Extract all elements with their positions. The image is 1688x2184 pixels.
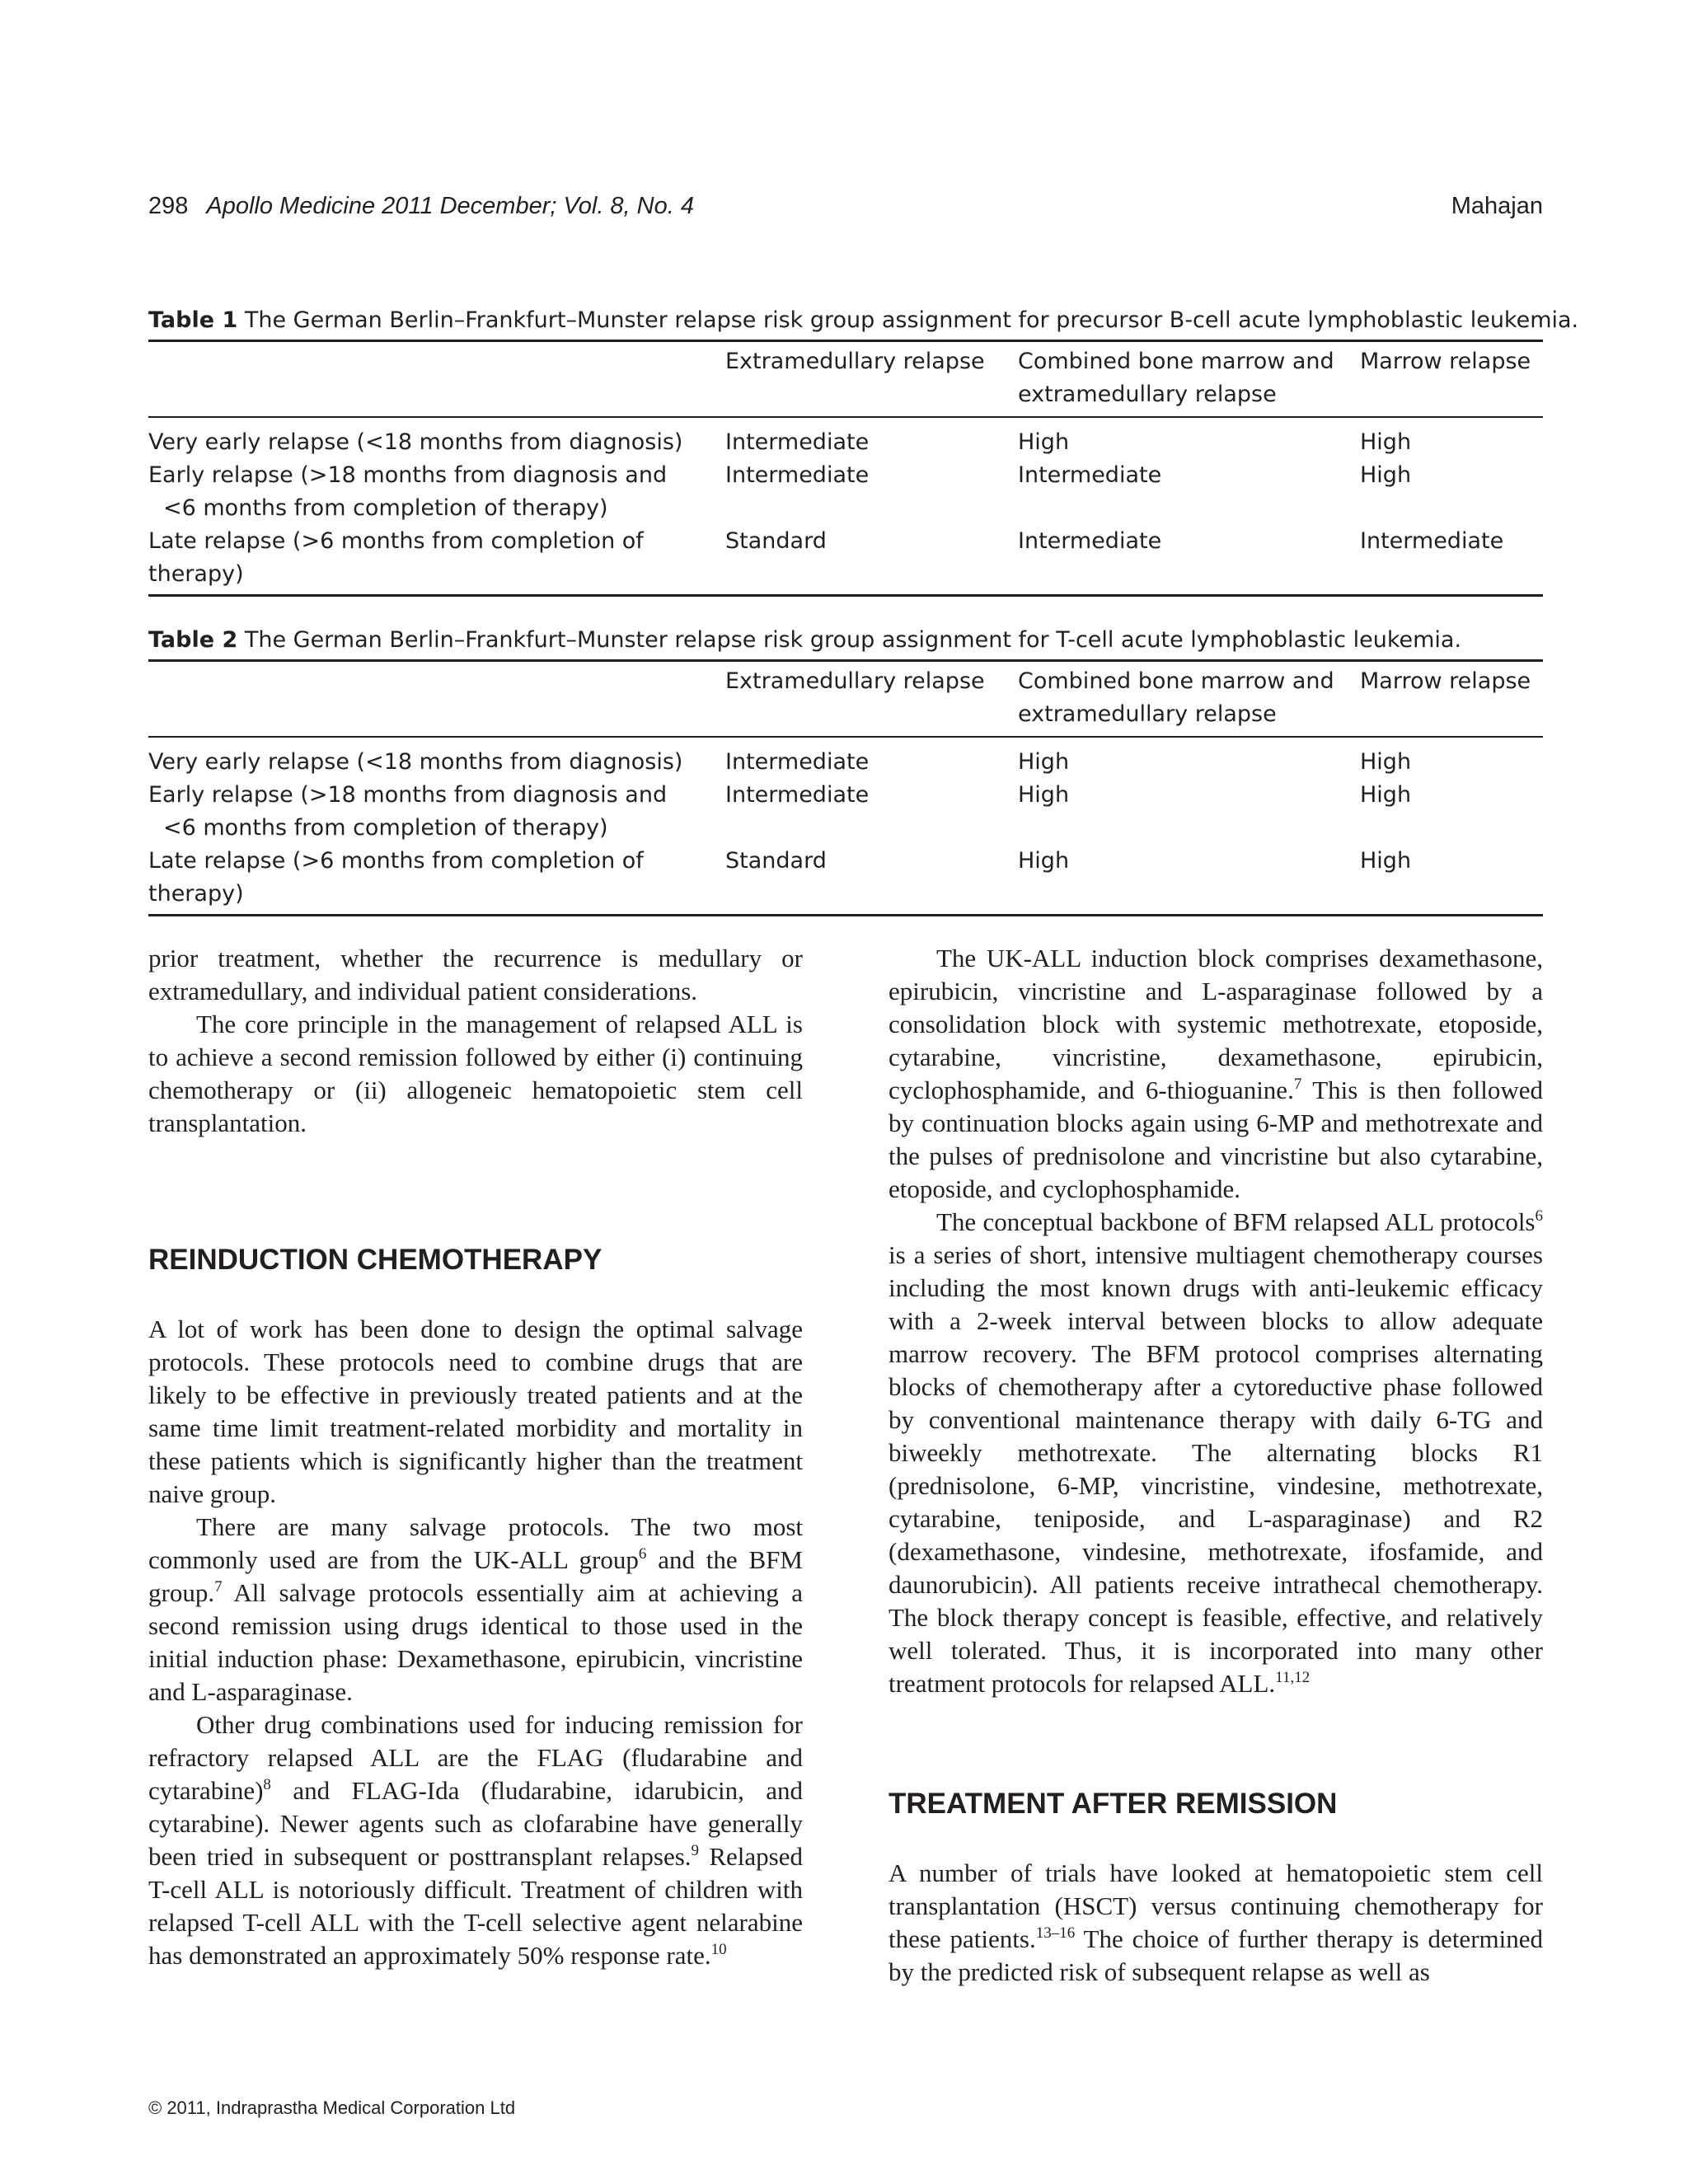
table-cell: [1360, 812, 1543, 845]
table-cell: [148, 812, 725, 845]
table-row: [148, 845, 1543, 916]
text-run: There are many salvage protocols. The two most commonly used are from the UK-ALL group: [148, 1512, 803, 1574]
table-cell: [148, 492, 725, 525]
text-run: The UK-ALL induction block comprises dexamethasone, epirubicin, vincristine and L-asparaginase followed by a consolidation block with systemic methotrexate, etoposide, cytarabine, vincristine, dexamethasone, epirubicin, cyclophosphamide, and 6-thioguanine.: [889, 944, 1543, 1104]
text-run: All salvage protocols essentially aim at achieving a second remission using drugs identical to those used in the initial induction phase: Dexamethasone, epirubicin, vincristine and L-asparaginase.: [148, 1578, 803, 1706]
text-run: is a series of short, intensive multiagent chemotherapy courses including the most known drugs with anti-leukemic efficacy with a 2-week interval between blocks to allow adequate marrow recovery. The BFM protocol comprises alternating blocks of chemotherapy after a cytoreductive phase followed by conventional maintenance therapy with daily 6-TG and biweekly methotrexate. The alternating blocks R1 (prednisolone, 6-MP, vincristine, vindesine, methotrexate, cytarabine, teniposide, and L-asparaginase) and R2 (dexamethasone, vindesine, methotrexate, ifosfamide, and daunorubicin). All patients receive intrathecal chemotherapy. The block therapy concept is feasible, effective, and relatively well tolerated. Thus, it is incorporated into many other treatment protocols for relapsed ALL.: [889, 1240, 1543, 1698]
table-header-cell: [148, 341, 725, 418]
table-cell: Late relapse (>6 months from completion of therapy): [148, 528, 644, 587]
copyright-footer: © 2011, Indraprastha Medical Corporation Ltd: [148, 2097, 516, 2118]
running-header: [148, 193, 1543, 220]
table-cell: High: [1360, 429, 1412, 455]
paragraph: [148, 1511, 803, 1708]
table-cell: Standard: [725, 848, 827, 874]
table-cell: [725, 812, 1018, 845]
text-run: The choice of further therapy is determined by the predicted risk of subsequent relapse as well as: [889, 1924, 1543, 1986]
table-row: [148, 459, 1543, 492]
table-2-caption-text: The German Berlin–Frankfurt–Munster relapse risk group assignment for T-cell acute lymphoblastic leukemia.: [244, 627, 1462, 653]
table-cell: Intermediate: [1360, 528, 1504, 554]
table-cell: High: [1018, 782, 1070, 808]
table-cell-continuation: <6 months from completion of therapy): [163, 815, 608, 841]
citation-ref: 7: [214, 1578, 223, 1596]
journal-citation: Apollo Medicine 2011 December; Vol. 8, No. 4: [206, 193, 694, 219]
table-cell: High: [1360, 848, 1412, 874]
table-cell: Standard: [725, 528, 827, 554]
table-cell: [1360, 492, 1543, 525]
citation-ref: 6: [1535, 1207, 1543, 1225]
table-cell: High: [1018, 749, 1070, 775]
table-cell: Very early relapse (<18 months from diagnosis): [148, 429, 683, 455]
table-2-caption: [148, 626, 1543, 654]
table-row: [148, 525, 1543, 596]
table-header-cell: Extramedullary relapse: [725, 668, 985, 694]
table-cell: Intermediate: [725, 782, 870, 808]
table-2-block: [148, 626, 1543, 916]
citation-ref: 9: [691, 1842, 700, 1859]
citation-ref: 7: [1293, 1076, 1302, 1093]
text-run: and FLAG-Ida (fludarabine, idarubicin, and cytarabine). Newer agents such as clofarabine have generally been tried in subsequent or posttransplant relapses.: [148, 1776, 803, 1871]
citation-ref: 11,12: [1275, 1669, 1311, 1686]
table-cell: Intermediate: [1018, 462, 1162, 488]
paragraph: [889, 942, 1543, 1206]
paragraph: prior treatment, whether the recurrence is medullary or extramedullary, and individual patient considerations.: [148, 944, 803, 1005]
citation-ref: 10: [710, 1941, 727, 1958]
table-cell: Intermediate: [725, 462, 870, 488]
paragraph: [148, 1708, 803, 1972]
table-cell-continuation: <6 months from completion of therapy): [163, 495, 608, 521]
table-1: [148, 340, 1543, 597]
citation-ref: 6: [638, 1545, 647, 1563]
table-header-cell: Combined bone marrow and extramedullary relapse: [1018, 668, 1334, 727]
table-1-caption: [148, 307, 1579, 335]
table-cell: Intermediate: [1018, 528, 1162, 554]
citation-ref: 13–16: [1035, 1924, 1076, 1942]
paragraph: The core principle in the management of relapsed ALL is to achieve a second remission followed by either (i) continuing chemotherapy or (ii) allogeneic hematopoietic stem cell transplantation.: [148, 1010, 803, 1137]
table-cell: High: [1360, 749, 1412, 775]
text-run: This is then followed by continuation blocks again using 6-MP and methotrexate and the pulses of prednisolone and vincristine but also cytarabine, etoposide, and cyclophosphamide.: [889, 1076, 1543, 1203]
text-run: A number of trials have looked at hematopoietic stem cell transplantation (HSCT) versus continuing chemotherapy for these patients.: [889, 1858, 1543, 1953]
left-column: [148, 942, 803, 1972]
paragraph: [889, 1857, 1543, 1989]
table-cell: High: [1018, 429, 1070, 455]
text-run: The conceptual backbone of BFM relapsed ALL protocols: [936, 1207, 1536, 1236]
table-cell: Early relapse (>18 months from diagnosis and: [148, 782, 668, 808]
table-cell: Intermediate: [725, 749, 870, 775]
table-header-row: [148, 341, 1543, 418]
section-heading-reinduction: REINDUCTION CHEMOTHERAPY: [148, 1244, 603, 1276]
table-header-cell: Marrow relapse: [1360, 349, 1531, 374]
section-heading-after-remission: TREATMENT AFTER REMISSION: [889, 1788, 1338, 1820]
text-run: Other drug combinations used for inducing remission for refractory relapsed ALL are the FLAG (fludarabine and cytarabine): [148, 1710, 803, 1805]
table-cell: Late relapse (>6 months from completion of therapy): [148, 848, 644, 907]
table-2: [148, 659, 1543, 916]
table-cell: [1018, 492, 1360, 525]
table-1-block: [148, 307, 1579, 597]
table-2-label: Table 2: [148, 627, 238, 653]
table-header-cell: Extramedullary relapse: [725, 349, 985, 374]
text-run: Relapsed T-cell ALL is notoriously difficult. Treatment of children with relapsed T-cell ALL with the T-cell selective agent nelarabine has demonstrated an approximately 50% response rate.: [148, 1842, 803, 1970]
table-row: [148, 779, 1543, 812]
text-run: and the BFM group.: [148, 1545, 803, 1607]
table-row: [148, 417, 1543, 459]
table-cell: Very early relapse (<18 months from diagnosis): [148, 749, 683, 775]
right-column: [889, 942, 1543, 1989]
table-cell: [1018, 812, 1360, 845]
paragraph: A lot of work has been done to design the optimal salvage protocols. These protocols need to combine drugs that are likely to be effective in previously treated patients and at the same time limit treatment-related morbidity and mortality in these patients which is significantly higher than the treatment naive group.: [148, 1315, 803, 1508]
table-1-caption-text: The German Berlin–Frankfurt–Munster relapse risk group assignment for precursor B-cell acute lymphoblastic leukemia.: [244, 307, 1579, 333]
table-cell: High: [1018, 848, 1070, 874]
table-1-label: Table 1: [148, 307, 238, 333]
table-cell: High: [1360, 462, 1412, 488]
table-header-cell: Combined bone marrow and extramedullary relapse: [1018, 349, 1334, 407]
page-number: 298: [148, 193, 189, 219]
citation-ref: 8: [263, 1776, 271, 1793]
journal-page: [148, 0, 1579, 2184]
table-cell: Intermediate: [725, 429, 870, 455]
table-row: [148, 492, 1543, 525]
table-cell: [725, 492, 1018, 525]
table-header-cell: [148, 661, 725, 738]
table-row: [148, 737, 1543, 779]
running-author: Mahajan: [1451, 193, 1543, 219]
table-header-row: [148, 661, 1543, 738]
table-header-cell: Marrow relapse: [1360, 668, 1531, 694]
table-row: [148, 812, 1543, 845]
table-cell: Early relapse (>18 months from diagnosis and: [148, 462, 668, 488]
table-cell: High: [1360, 782, 1412, 808]
paragraph: [889, 1206, 1543, 1700]
